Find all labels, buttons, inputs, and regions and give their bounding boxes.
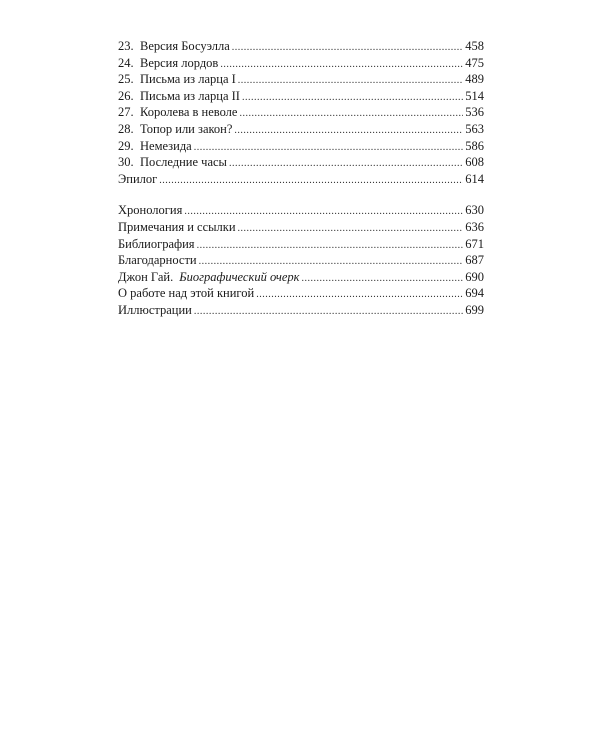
chapter-title: Версия Босуэлла [140, 39, 230, 53]
page-number: 608 [465, 155, 484, 170]
entry-label: О работе над этой книгой [118, 286, 255, 301]
page-number: 690 [465, 269, 484, 284]
entry-label: Эпилог [118, 171, 158, 186]
dot-leader [239, 106, 463, 123]
dot-leader [242, 90, 463, 107]
page-number: 636 [465, 219, 484, 234]
entry-subtitle: Биографический очерк [179, 269, 300, 284]
dot-leader [238, 221, 464, 238]
dot-leader [220, 57, 463, 74]
chapter-title: Королева в неволе [140, 105, 238, 120]
page-number: 687 [465, 253, 484, 268]
page-number: 671 [465, 236, 484, 251]
chapter-title: Письма из ларца I [140, 72, 236, 87]
chapter-number: 30. [118, 155, 134, 170]
entry-label [118, 138, 192, 155]
page-number: 458 [465, 39, 484, 53]
toc-entry [118, 88, 484, 105]
entry-label [118, 269, 299, 286]
entry-label [118, 121, 232, 138]
page-number: 475 [465, 55, 484, 70]
entry-label [118, 71, 236, 88]
toc-entry-epilogue [118, 171, 484, 188]
toc-entry [118, 236, 484, 253]
chapter-title: Письма из ларца II [140, 88, 240, 103]
section-gap [118, 187, 484, 202]
chapter-number: 24. [118, 55, 134, 70]
chapter-title: Немезида [140, 138, 192, 153]
page-number: 694 [465, 286, 484, 301]
dot-leader [194, 140, 464, 157]
toc-entry [118, 55, 484, 72]
chapter-number: 23. [118, 39, 134, 53]
page-number: 563 [465, 121, 484, 136]
dot-leader [194, 304, 463, 321]
entry-label: Примечания и ссылки [118, 219, 236, 234]
toc-entry [118, 269, 484, 286]
chapter-title: Версия лордов [140, 55, 219, 70]
dot-leader [301, 271, 463, 288]
toc-entry [118, 219, 484, 236]
dot-leader [234, 123, 463, 140]
dot-leader [238, 73, 463, 90]
entry-label: Хронология [118, 203, 183, 218]
entry-label [118, 88, 240, 105]
toc-entry [118, 202, 484, 219]
entry-label: Библиография [118, 236, 195, 251]
toc-entry [118, 154, 484, 171]
page-number: 536 [465, 105, 484, 120]
chapter-number: 26. [118, 88, 134, 103]
page-number: 514 [465, 88, 484, 103]
entry-label: Иллюстрации [118, 302, 192, 317]
entry-label [118, 38, 230, 55]
toc-entry [118, 302, 484, 319]
page-number: 489 [465, 72, 484, 87]
toc-entry [118, 121, 484, 138]
toc-entry [118, 104, 484, 121]
page-number: 614 [465, 171, 484, 186]
chapter-number: 27. [118, 105, 134, 120]
toc-entry [118, 38, 484, 55]
table-of-contents [118, 38, 484, 319]
entry-label [118, 55, 218, 72]
dot-leader [159, 173, 463, 190]
dot-leader [256, 287, 463, 304]
dot-leader [197, 238, 464, 255]
toc-entry [118, 71, 484, 88]
toc-entry [118, 138, 484, 155]
chapter-title: Последние часы [140, 155, 227, 170]
chapter-number: 29. [118, 138, 134, 153]
dot-leader [229, 156, 463, 173]
chapter-title: Топор или закон? [140, 121, 233, 136]
chapter-number: 28. [118, 121, 134, 136]
dot-leader [232, 40, 463, 57]
entry-author: Джон Гай. [118, 269, 174, 284]
entry-label [118, 154, 227, 171]
entry-label [118, 104, 237, 121]
page-number: 699 [465, 302, 484, 317]
page-number: 586 [465, 138, 484, 153]
chapter-number: 25. [118, 72, 134, 87]
entry-label: Благодарности [118, 253, 197, 268]
toc-entry [118, 285, 484, 302]
toc-entry [118, 252, 484, 269]
page-number: 630 [465, 203, 484, 218]
